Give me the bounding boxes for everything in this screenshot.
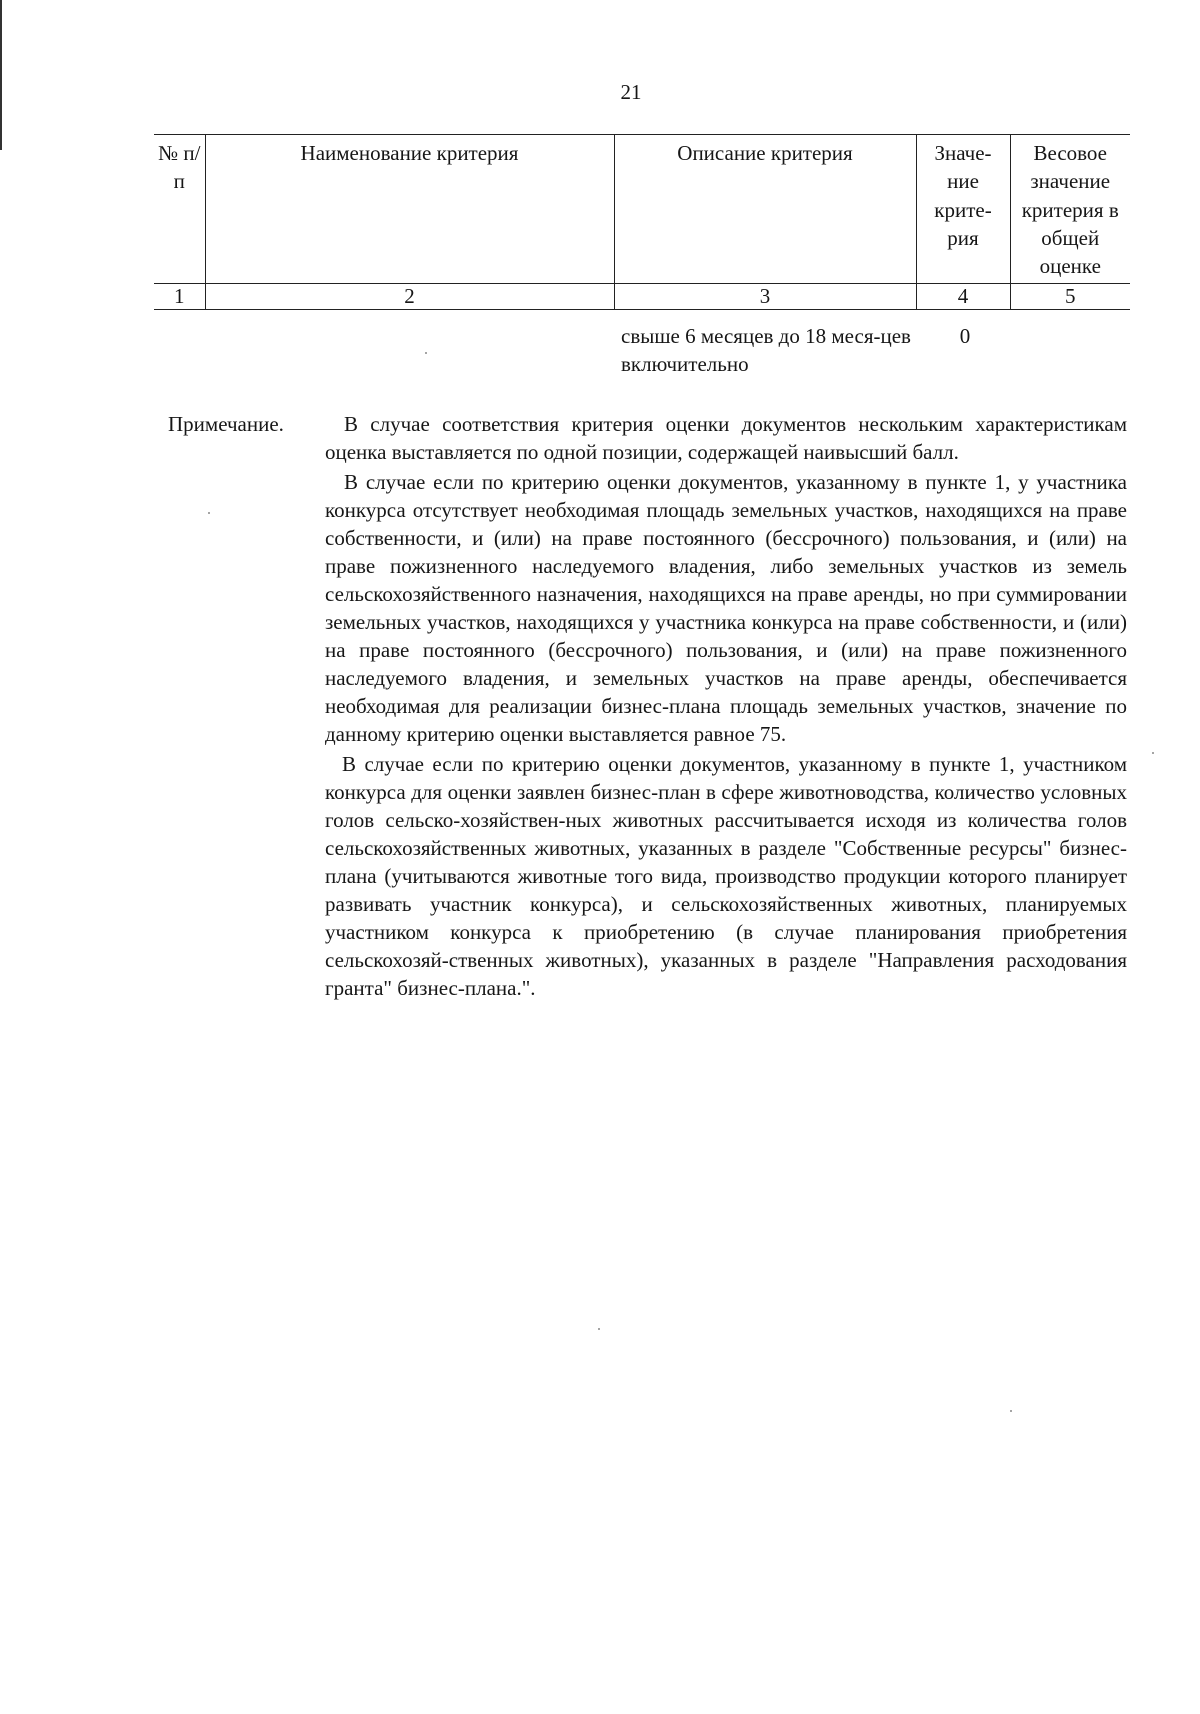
column-number: 4 bbox=[916, 283, 1010, 309]
scan-speck bbox=[208, 512, 210, 514]
table-column-number-row bbox=[154, 283, 1130, 309]
note-paragraph: В случае если по критерию оценки документов, указанному в пункте 1, у участника конкурса отсутствует необходимая площадь земельных участков, находящихся на праве собственности, и (или) на праве постоянного (бессрочного) пользования, и (или) на праве пожизненного наследуемого владения, либо земельных участков из земель сельскохозяйственного назначения, находящихся на праве аренды, но при суммировании земельных участков, находящихся у участника конкурса на праве собственности, и (или) на праве постоянного (бессрочного) пользования, и (или) на праве пожизненного наследуемого владения, и земельных участков на праве аренды, обеспечивается необходимая для реализации бизнес-плана площадь земельных участков, значение по данному критерию оценки выставляется равное 75. bbox=[325, 470, 1127, 746]
column-number: 2 bbox=[205, 283, 614, 309]
scan-edge-line bbox=[0, 0, 2, 150]
scan-speck bbox=[425, 352, 427, 354]
header-criterion-description: Описание критерия bbox=[614, 135, 916, 284]
scan-speck bbox=[598, 1328, 600, 1330]
column-number: 3 bbox=[614, 283, 916, 309]
continuation-row-description: свыше 6 месяцев до 18 меся-цев включительно bbox=[621, 324, 911, 376]
page-number: 21 bbox=[620, 80, 642, 104]
note-label: Примечание. bbox=[168, 412, 284, 436]
header-number: № п/п bbox=[154, 135, 205, 284]
column-number: 1 bbox=[154, 283, 205, 309]
note-paragraph: В случае соответствия критерия оценки документов нескольким характеристикам оценка выставляется по одной позиции, содержащей наивысший балл. bbox=[325, 412, 1127, 464]
criteria-table bbox=[154, 134, 1130, 310]
scan-speck bbox=[1010, 1410, 1012, 1412]
scan-speck bbox=[1152, 752, 1154, 754]
table-header-row bbox=[154, 135, 1130, 284]
header-criterion-name: Наименование критерия bbox=[205, 135, 614, 284]
note-paragraph: В случае если по критерию оценки документов, указанному в пункте 1, участником конкурса для оценки заявлен бизнес-план в сфере животноводства, количество условных голов сельско-хозяйствен-ных животных рассчитывается исходя из количества голов сельскохозяйственных животных, указанных в разделе "Собственные ресурсы" бизнес-плана (учитываются животные того вида, производство продукции которого планирует развивать участник конкурса), и сельскохозяйственных животных, планируемых участником конкурса к приобретению (в случае планирования приобретения сельскохозяй-ственных животных), указанных в разделе "Направления расходования гранта" бизнес-плана.". bbox=[325, 752, 1127, 1000]
continuation-row-value: 0 bbox=[959, 324, 971, 348]
header-criterion-value: Значе-ние крите-рия bbox=[916, 135, 1010, 284]
header-criterion-weight: Весовое значение критерия в общей оценке bbox=[1010, 135, 1130, 284]
column-number: 5 bbox=[1010, 283, 1130, 309]
note-body bbox=[325, 410, 1127, 1002]
